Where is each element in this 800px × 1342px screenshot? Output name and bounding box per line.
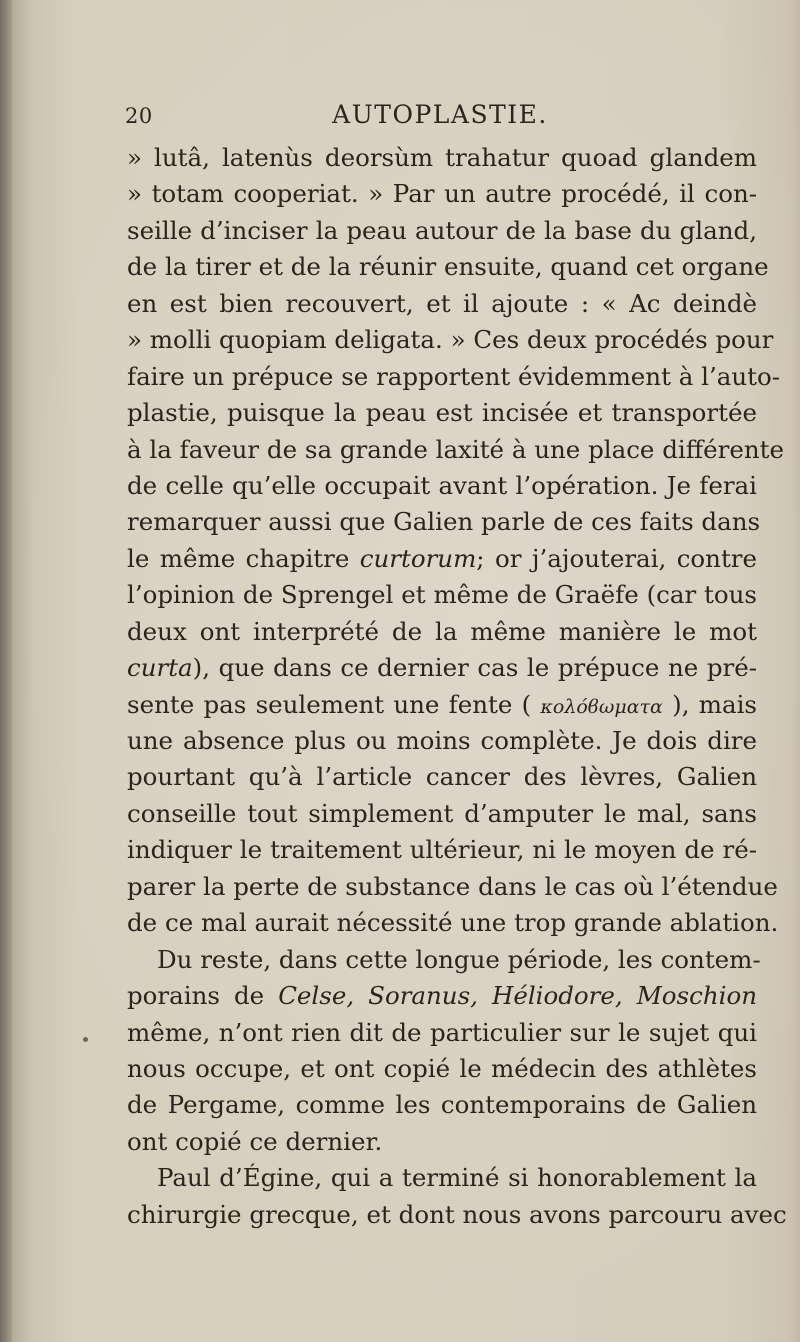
text-line: Paul d’Égine, qui a terminé si honorablement la [157, 1163, 757, 1193]
italic-term: curta [127, 653, 193, 683]
text-line: nous occupe, et ont copié le médecin des athlètes [127, 1053, 757, 1083]
page-number: 20 [125, 104, 153, 128]
text-line: conseille tout simplement d’amputer le mal, sans [127, 798, 757, 828]
text-line: parer la perte de substance dans le cas où l’étendue [127, 871, 778, 901]
text-line: Du reste, dans cette longue période, les contem- [157, 944, 761, 974]
text-line: à la faveur de sa grande laxité à une place différente [127, 434, 784, 464]
italic-term: curtorum [359, 543, 477, 573]
text-line: de celle qu’elle occupait avant l’opération. Je ferai [127, 470, 757, 500]
text-line: porains de Celse, Soranus, Héliodore, Moschion [127, 981, 757, 1011]
text-line: plastie, puisque la peau est incisée et transportée [127, 398, 757, 428]
text-line: curta), que dans ce dernier cas le prépuce ne pré- [127, 653, 757, 683]
text-line: le même chapitre curtorum; or j’ajouterai, contre [127, 543, 758, 573]
text-line: l’opinion de Sprengel et même de Graëfe (car tous [127, 580, 757, 610]
text-line: » lutâ, latenùs deorsùm trahatur quoad glandem [127, 143, 757, 172]
text-line: chirurgie grecque, et dont nous avons parcouru avec [127, 1199, 787, 1229]
page-spine-shadow [0, 0, 12, 1342]
text-line: de la tirer et de la réunir ensuite, quand cet organe [127, 252, 769, 282]
text-line: de ce mal aurait nécessité une trop grande ablation. [127, 908, 779, 938]
text-line: indiquer le traitement ultérieur, ni le moyen de ré- [127, 835, 757, 865]
text-line: deux ont interprété de la même manière le mot [127, 616, 757, 646]
page-header [125, 100, 755, 134]
text-line: même, n’ont rien dit de particulier sur le sujet qui [127, 1017, 757, 1047]
ink-speck [83, 1037, 88, 1042]
text-line: faire un prépuce se rapportent évidemment à l’auto- [127, 361, 780, 391]
text-line: une absence plus ou moins complète. Je dois dire [127, 726, 757, 755]
text-line: seille d’inciser la peau autour de la base du gland, [127, 215, 757, 245]
text-line: en est bien recouvert, et il ajoute : « Ac deindè [127, 288, 757, 318]
text-line: ont copié ce dernier. [127, 1126, 383, 1156]
body-text [127, 140, 787, 1233]
text-line: sente pas seulement une fente ( κολόϐωματα ), mais [127, 689, 757, 719]
italic-names: Celse, Soranus, Héliodore, Moschion [278, 981, 757, 1011]
greek-term: κολόϐωματα [540, 695, 663, 718]
text-line: » molli quopiam deligata. » Ces deux procédés pour [127, 325, 774, 355]
text-line: pourtant qu’à l’article cancer des lèvres, Galien [127, 762, 757, 792]
text-line: de Pergame, comme les contemporains de Galien [127, 1090, 757, 1120]
text-line: remarquer aussi que Galien parle de ces faits dans [127, 507, 761, 537]
running-head: AUTOPLASTIE. [332, 100, 548, 129]
text-line: » totam cooperiat. » Par un autre procédé, il con- [127, 179, 757, 209]
